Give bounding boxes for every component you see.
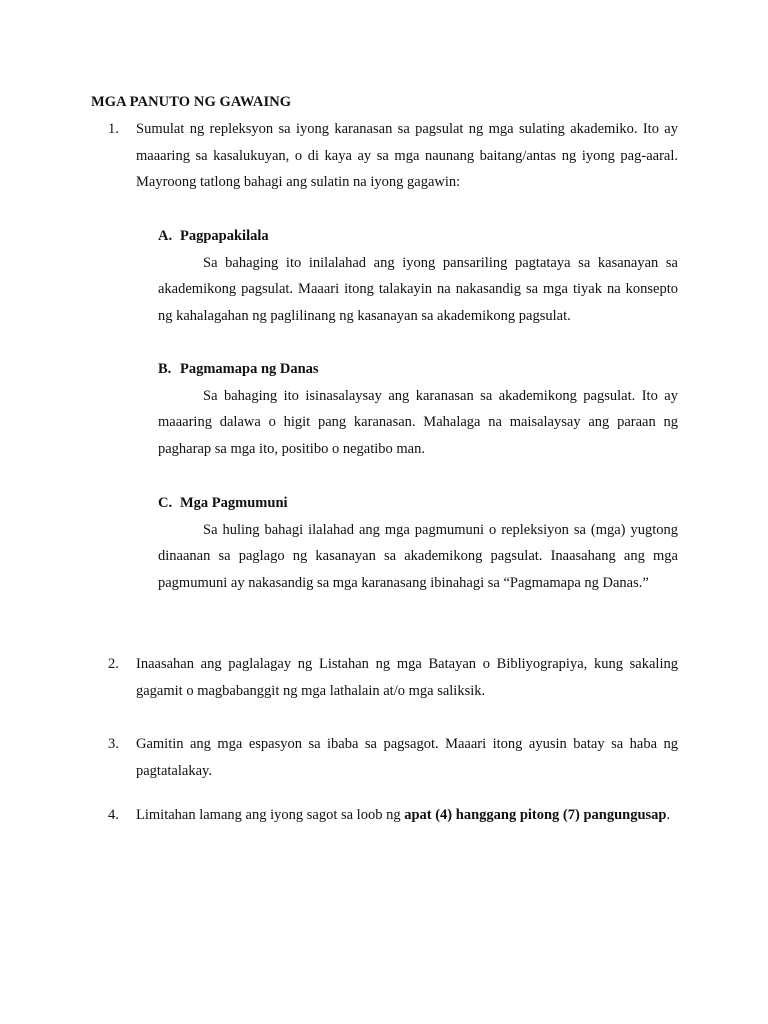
section-title: Pagmamapa ng Danas: [180, 361, 319, 377]
section-text: Sa bahaging ito inilalahad ang iyong pansariling pagtataya sa kasanayan sa akademikong pagsulat. Maaari itong talakayin na nakasandig sa mga tiyak na konsepto ng kahalagahan ng paglilinang ng kasanayan sa akademikong pagsulat.: [158, 254, 678, 324]
list-item-number: 1.: [108, 121, 119, 137]
list-item-text-plain: Limitahan lamang ang iyong sagot sa loob ng: [136, 807, 405, 823]
section-pagpapakilala: [158, 223, 678, 329]
list-item-text: [136, 802, 678, 829]
list-item-text: Inaasahan ang paglalagay ng Listahan ng mga Batayan o Bibliyograpiya, kung sakaling gagamit o magbabanggit ng mga lathalain at/o mga saliksik.: [136, 656, 678, 699]
section-heading: [158, 356, 678, 383]
list-item: [108, 802, 678, 829]
section-text: Sa huling bahagi ilalahad ang mga pagmumuni o repleksiyon sa (mga) yugtong dinaanan sa paglago ng kasanayan sa akademikong pagsulat. Inaasahang ang mga pagmumuni ay nakasandig sa mga karanasang ibinahagi sa “Pagmamapa ng Danas.”: [158, 521, 678, 591]
section-pagmamapa-ng-danas: [158, 356, 678, 462]
list-item-text: Sumulat ng repleksyon sa iyong karanasan sa pagsulat ng mga sulating akademiko. Ito ay maaaring sa kasalukuyan, o di kaya ay sa mga naunang baitang/antas ng iyong pag-aaral. Mayroong tatlong bahagi ang sulatin na iyong gagawin:: [136, 121, 678, 190]
section-letter: A.: [158, 228, 173, 244]
list-item-text-end: .: [666, 807, 671, 823]
section-mga-pagmumuni: [158, 490, 678, 596]
section-letter: C.: [158, 495, 173, 511]
section-heading: [158, 490, 678, 517]
list-item: [108, 731, 678, 784]
list-item-text-bold: apat (4) hanggang pitong (7) pangungusap: [404, 807, 667, 823]
list-item-text: Gamitin ang mga espasyon sa ibaba sa pagsagot. Maaari itong ayusin batay sa haba ng pagtatalakay.: [136, 736, 678, 779]
section-letter: B.: [158, 361, 172, 377]
list-item: [108, 116, 678, 196]
list-item-number: 3.: [108, 736, 119, 752]
list-item-number: 4.: [108, 807, 119, 823]
list-item: [108, 651, 678, 704]
section-title: Pagpapakilala: [180, 228, 269, 244]
page-title: MGA PANUTO NG GAWAING: [91, 94, 292, 110]
section-text: Sa bahaging ito isinasalaysay ang karanasan sa akademikong pagsulat. Ito ay maaaring dalawa o higit pang karanasan. Mahalaga na maisalaysay ang paraan ng pagharap sa mga ito, positibo o negatibo man.: [158, 387, 678, 457]
section-title: Mga Pagmumuni: [180, 495, 288, 511]
list-item-number: 2.: [108, 656, 119, 672]
section-heading: [158, 223, 678, 250]
